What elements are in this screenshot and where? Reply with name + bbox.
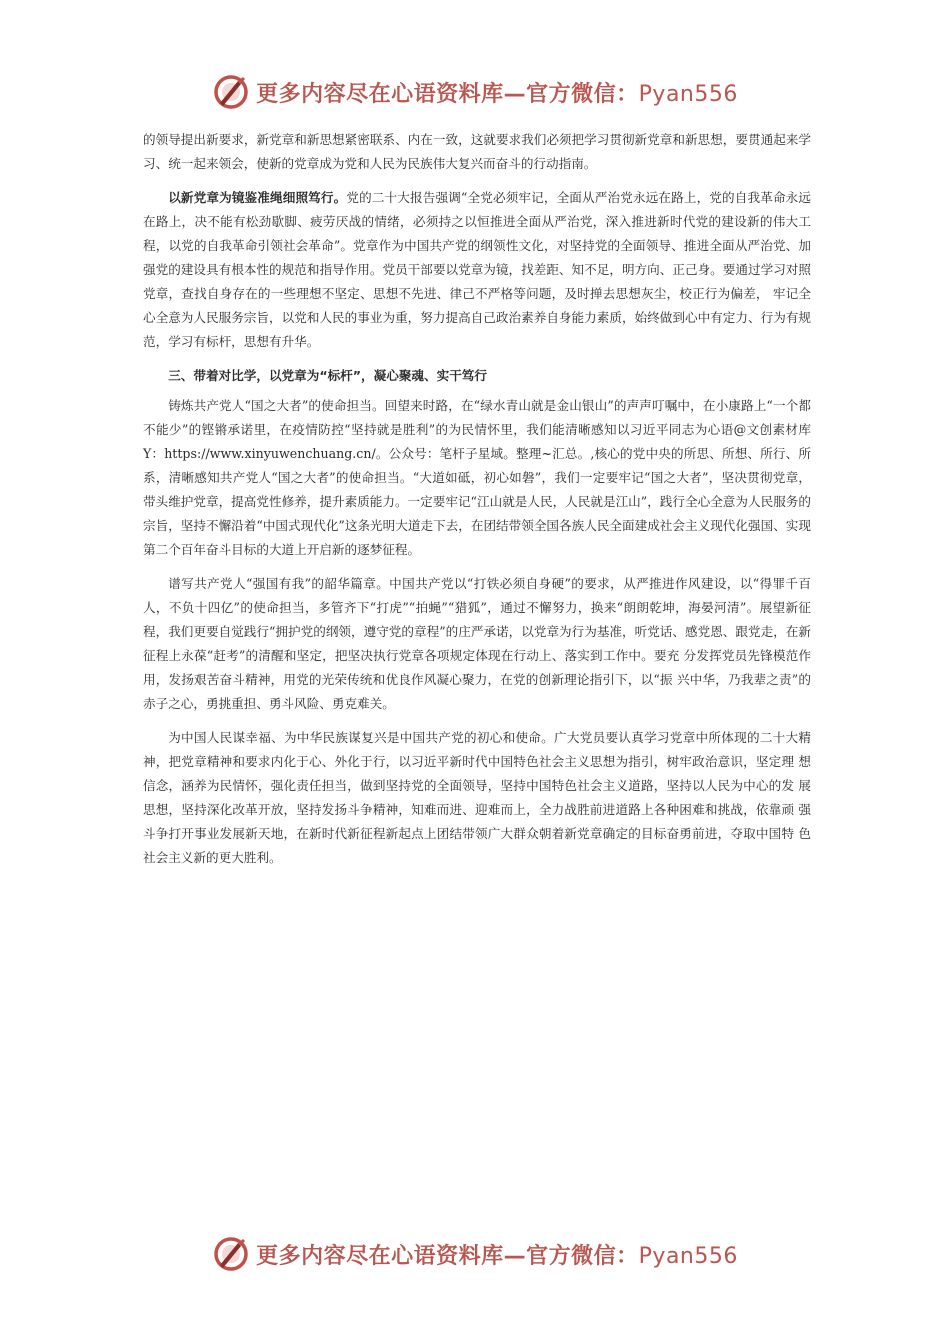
section-heading-3: 三、带着对比学，以党章为“标杆”，凝心聚魂、实干笃行 — [168, 368, 487, 383]
logo-icon — [212, 73, 250, 111]
banner-text — [256, 1239, 738, 1270]
logo-icon — [212, 1235, 250, 1273]
footer-banner — [0, 1232, 950, 1276]
banner-handle: Pyan556 — [638, 81, 738, 107]
paragraph-party-constitution-mirror — [143, 186, 811, 354]
paragraph-body: 党的二十大报告强调“全党必须牢记，全面从严治党永远在路上，党的自我革命永远在路上，决不能有松劲歇脚、疲劳厌战的情绪，必须持之以恒推进全面从严治党，深入推进新时代党的建设新的伟大工程，以党的自我革命引领社会革命”。党章作为中国共产党的纲领性文化，对坚持党的全面领导、推进全面从严治党、加强党的建设具有根本性的规范和指导作用。党员干部要以党章为镜，找差距、知不足，明方向、正己身。要通过学习对照党章，查找自身存在的一些理想不坚定、思想不先进、律己不严格等问题，及时掸去思想灰尘，校正行为偏差， 牢记全心全意为人民服务宗旨，以党和人民的事业为重，努力提高自己政治素养自身能力素质，始终做到心中有定力、行为有规范，学习有标杆，思想有升华。 — [143, 190, 811, 349]
document-body — [143, 128, 811, 880]
paragraph-original-aspiration: 为中国人民谋幸福、为中华民族谋复兴是中国共产党的初心和使命。广大党员要认真学习党章中所体现的二十大精神，把党章精神和要求内化于心、外化于行，以习近平新时代中国特色社会主义思想为指引，树牢政治意识，坚定理 想信念，涵养为民情怀，强化责任担当，做到坚持党的全面领导，坚持中国特色社会主义道路，坚持以人民为中心的发 展思想，坚持深化改革开放，坚持发扬斗争精神，知难而进、迎难而上，全力战胜前进道路上各种困难和挑战，依靠顽 强斗争打开事业发展新天地，在新时代新征程新起点上团结带领广大群众朝着新党章确定的目标奋勇前进，夺取中国特 色社会主义新的更大胜利。 — [143, 730, 811, 865]
banner-handle: Pyan556 — [638, 1243, 738, 1269]
banner-main-text: 更多内容尽在心语资料库—官方微信： — [256, 81, 639, 107]
paragraph-lead: 以新党章为镜鉴准绳细照笃行。 — [168, 190, 347, 205]
banner-main-text: 更多内容尽在心语资料库—官方微信： — [256, 1243, 639, 1269]
paragraph-strong-nation: 谱写共产党人“强国有我”的韶华篇章。中国共产党以“打铁必须自身硬”的要求，从严推进作风建设，以“得罪千百人，不负十四亿”的使命担当，多管齐下“打虎”“拍蝇”“猎狐”，通过不懈努力，换来“朗朗乾坤，海晏河清”。展望新征程，我们更要自觉践行“拥护党的纲领，遵守党的章程”的庄严承诺，以党章为行为基准，听党话、感党恩、跟党走，在新征程上永葆“赶考”的清醒和坚定，把坚决执行党章各项规定体现在行动上、落实到工作中。要充 分发挥党员先锋模范作用，发扬艰苦奋斗精神，用党的光荣传统和优良作风凝心聚力，在党的创新理论指引下，以“振 兴中华，乃我辈之责”的赤子之心，勇挑重担、勇斗风险、勇克难关。 — [143, 576, 811, 711]
paragraph-continuation: 的领导提出新要求，新党章和新思想紧密联系、内在一致，这就要求我们必须把学习贯彻新党章和新思想，要贯通起来学习、统一起来领会，使新的党章成为党和人民为民族伟大复兴而奋斗的行动指南。 — [143, 132, 811, 171]
header-banner — [0, 70, 950, 114]
banner-text — [256, 77, 738, 108]
paragraph-mission: 铸炼共产党人“国之大者”的使命担当。回望来时路，在“绿水青山就是金山银山”的声声叮嘱中，在小康路上“一个都不能少”的铿锵承诺里，在疫情防控“坚持就是胜利”的为民情怀里，我们能清晰感知以习近平同志为心语@文创素材库Y：https://www.xinyuwenchuang.cn/。公众号：笔杆子星域。整理~汇总。,核心的党中央的所思、所想、所行、所系，清晰感知共产党人“国之大者”的使命担当。“大道如砥，初心如磐”，我们一定要牢记“国之大者”，坚决贯彻党章，带头维护党章，提高党性修养，提升素质能力。一定要牢记“江山就是人民，人民就是江山”，践行全心全意为人民服务的宗旨，坚持不懈沿着“中国式现代化”这条光明大道走下去，在团结带领全国各族人民全面建成社会主义现代化强国、实现第二个百年奋斗目标的大道上开启新的逐梦征程。 — [143, 398, 811, 557]
